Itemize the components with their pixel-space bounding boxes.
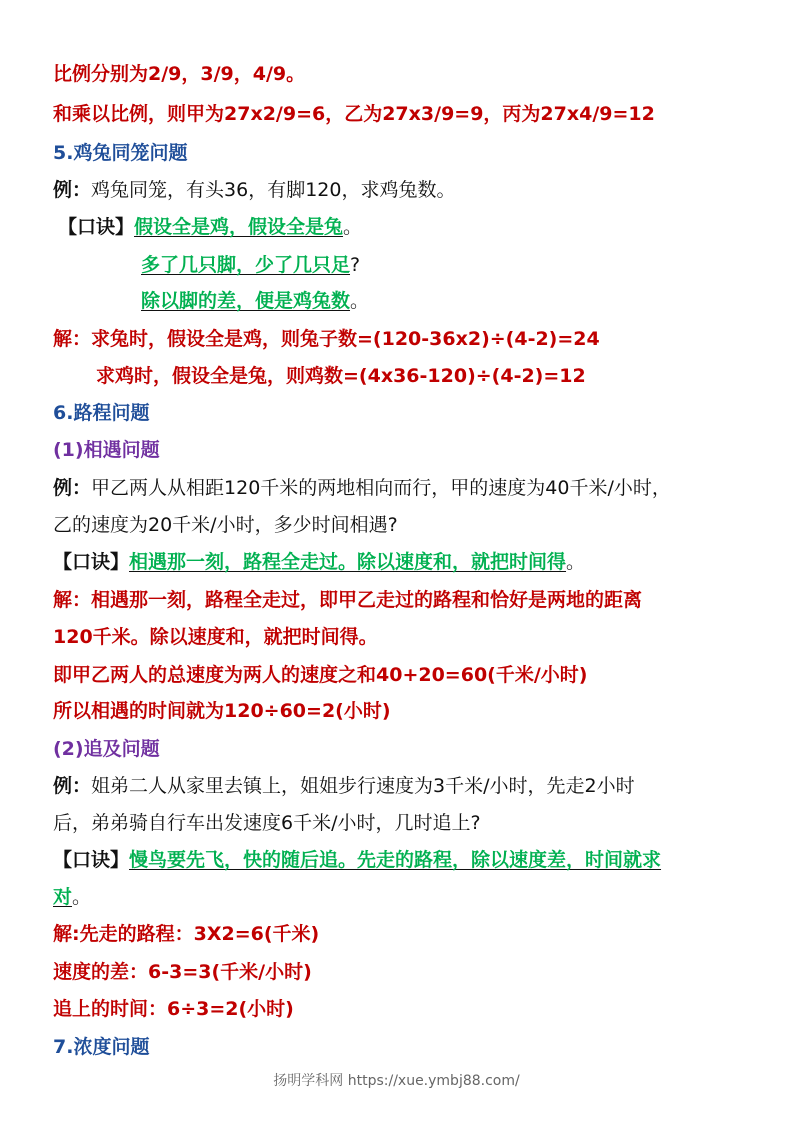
mnemonic-text: 相遇那一刻，路程全走过。除以速度和，就把时间得 <box>129 551 567 573</box>
example-text: 甲乙两人从相距120千米的两地相向而行，甲的速度为40千米/小时， <box>91 477 671 499</box>
example-6-line-1 <box>53 476 671 500</box>
mnemonic-text: 慢鸟要先飞，快的随后追。先走的路程，除以速度差，时间就求 <box>129 849 662 871</box>
mnemonic-text: 对 <box>53 886 73 908</box>
mnemonic-5-line-3 <box>141 289 369 313</box>
solution-6-line-2: 120千米。除以速度和，就把时间得。 <box>53 626 378 648</box>
mnemonic-label: 【口诀】 <box>53 849 130 871</box>
example-7-line-1 <box>53 774 635 798</box>
section-6-2-heading: (2)追及问题 <box>53 738 160 760</box>
mnemonic-label: 【口诀】 <box>58 216 135 238</box>
solution-7-line-3: 追上的时间：6÷3=2(小时) <box>53 998 294 1020</box>
punct: ? <box>350 254 361 276</box>
example-5 <box>53 178 455 202</box>
punct: 。 <box>566 551 586 573</box>
mnemonic-6 <box>53 550 585 574</box>
mnemonic-text: 假设全是鸡，假设全是兔 <box>134 216 344 238</box>
solution-6-line-4: 所以相遇的时间就为120÷60=2(小时) <box>53 700 391 722</box>
punct: 。 <box>350 290 370 312</box>
mnemonic-5-line-2 <box>141 253 360 277</box>
ratio-result-line: 和乘以比例，则甲为27x2/9=6，乙为27x3/9=9，丙为27x4/9=12 <box>53 103 655 125</box>
solution-6-line-3: 即甲乙两人的总速度为两人的速度之和40+20=60(千米/小时) <box>53 664 588 686</box>
solution-6-line-1: 解：相遇那一刻，路程全走过，即甲乙走过的路程和恰好是两地的距离 <box>53 589 643 611</box>
page-footer: 扬明学科网 https://xue.ymbj88.com/ <box>273 1073 520 1089</box>
example-label: 例： <box>53 179 92 201</box>
solution-5-rabbit: 解：求兔时，假设全是鸡，则兔子数=(120-36x2)÷(4-2)=24 <box>53 328 600 350</box>
example-7-line-2: 后，弟弟骑自行车出发速度6千米/小时，几时追上? <box>53 812 481 834</box>
mnemonic-5-line-1 <box>58 215 362 239</box>
example-text: 姐弟二人从家里去镇上，姐姐步行速度为3千米/小时，先走2小时 <box>91 775 635 797</box>
section-7-heading: 7.浓度问题 <box>53 1036 150 1058</box>
punct: 。 <box>343 216 363 238</box>
solution-7-line-1: 解:先走的路程：3X2=6(千米) <box>53 923 320 945</box>
section-6-1-heading: (1)相遇问题 <box>53 439 160 461</box>
section-5-heading: 5.鸡兔同笼问题 <box>53 142 188 164</box>
punct: 。 <box>72 886 92 908</box>
mnemonic-7-line-1 <box>53 848 661 872</box>
example-6-line-2: 乙的速度为20千米/小时，多少时间相遇? <box>53 514 398 536</box>
mnemonic-text: 除以脚的差，便是鸡兔数 <box>141 290 351 312</box>
mnemonic-label: 【口诀】 <box>53 551 130 573</box>
example-text: 鸡兔同笼，有头36，有脚120，求鸡兔数。 <box>91 179 456 201</box>
solution-5-chicken: 求鸡时，假设全是兔，则鸡数=(4x36-120)÷(4-2)=12 <box>96 365 586 387</box>
example-label: 例： <box>53 775 92 797</box>
mnemonic-7-line-2 <box>53 885 91 909</box>
solution-7-line-2: 速度的差：6-3=3(千米/小时) <box>53 961 312 983</box>
example-label: 例： <box>53 477 92 499</box>
ratio-line: 比例分别为2/9，3/9，4/9。 <box>53 63 306 85</box>
mnemonic-text: 多了几只脚，少了几只足 <box>141 254 351 276</box>
section-6-heading: 6.路程问题 <box>53 402 150 424</box>
